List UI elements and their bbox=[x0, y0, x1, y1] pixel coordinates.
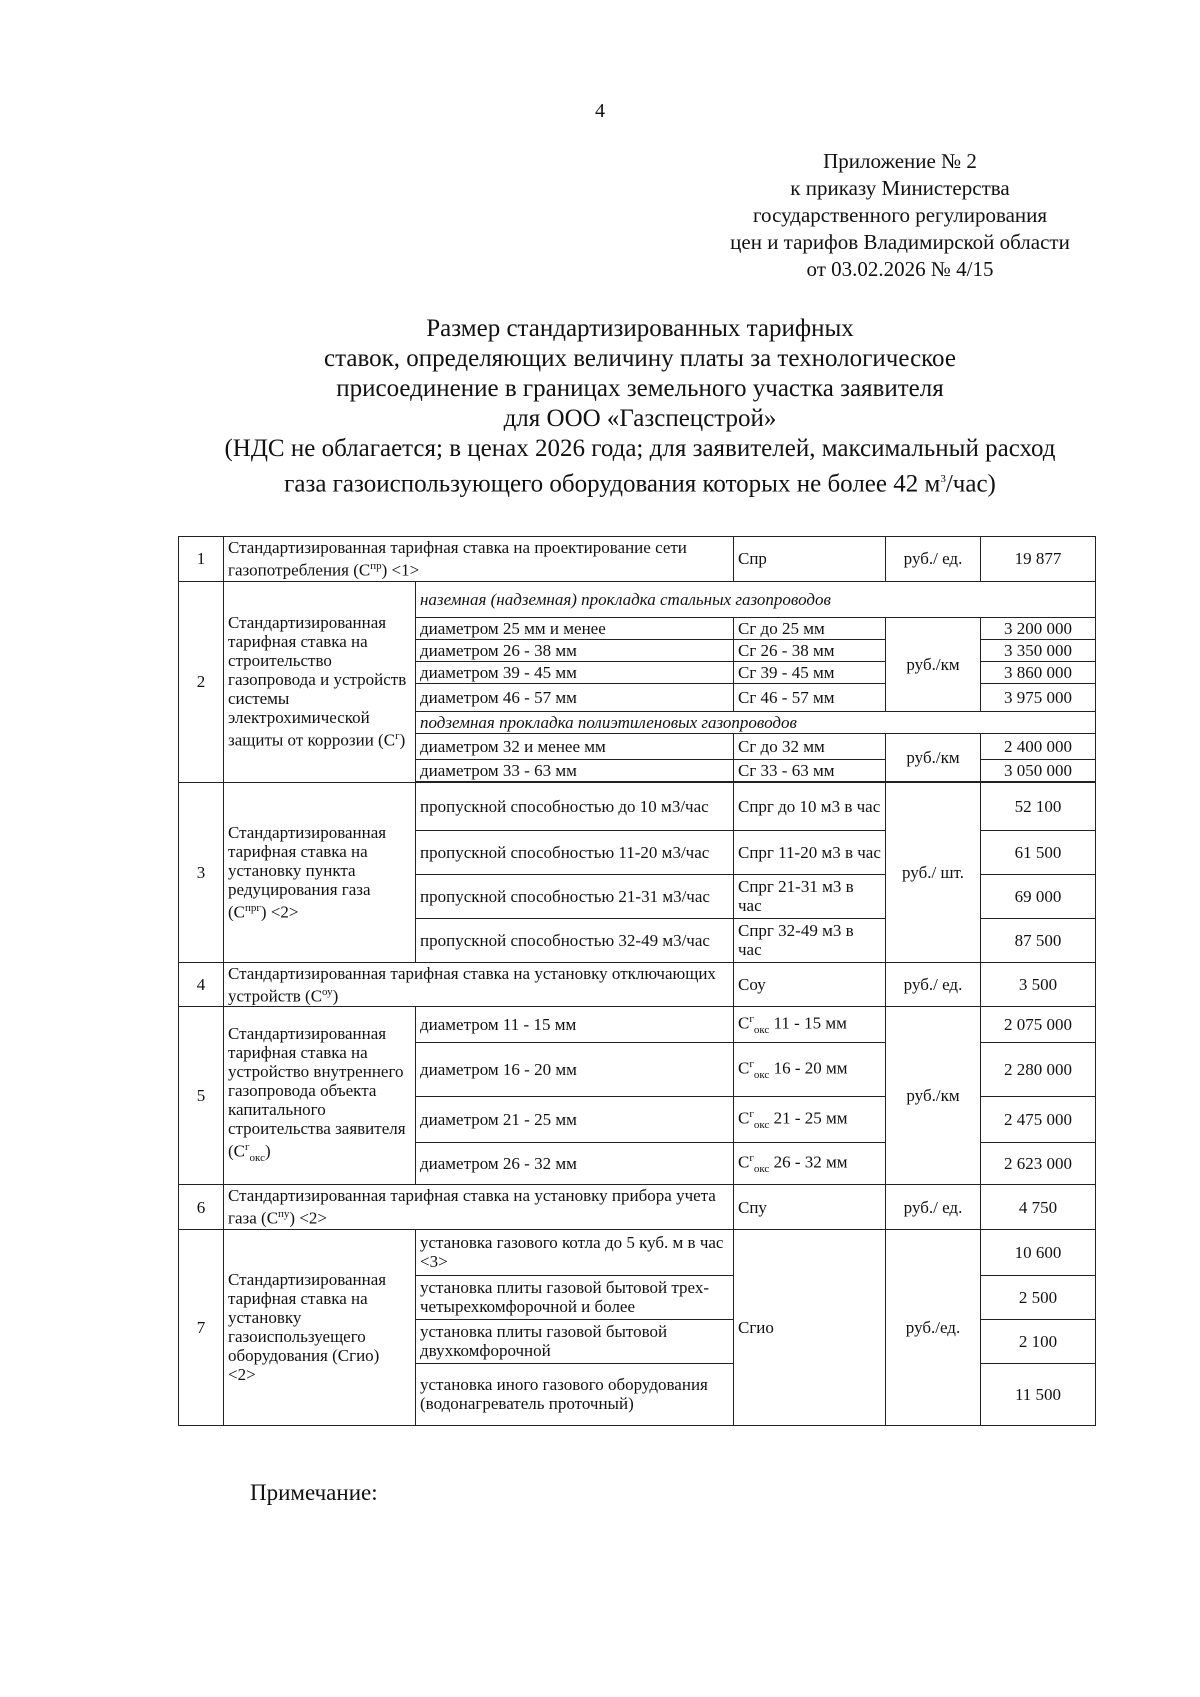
appendix-line: к приказу Министерства bbox=[790, 176, 1010, 200]
row-number: 3 bbox=[179, 782, 224, 962]
item-code: Спрг 32-49 м3 в час bbox=[734, 918, 886, 962]
item-desc: установка иного газового оборудования (водонагреватель проточный) bbox=[416, 1363, 734, 1425]
title-line: (НДС не облагается; в ценах 2026 года; для заявителей, максимальный расход bbox=[224, 435, 1056, 462]
row-number: 2 bbox=[179, 581, 224, 782]
rate-unit: руб./ шт. bbox=[886, 782, 981, 962]
title-tail: /час) bbox=[945, 470, 996, 498]
item-price: 3 200 000 bbox=[981, 617, 1096, 639]
section-subheader: подземная прокладка полиэтиленовых газопроводов bbox=[416, 711, 1096, 733]
title-line: ставок, определяющих величину платы за технологическое bbox=[324, 345, 956, 372]
appendix-line: Приложение № 2 bbox=[823, 149, 977, 173]
rate-name: Стандартизированная тарифная ставка на строительство газопровода и устройств системы электрохимической защиты от коррозии $(С^г)$ bbox=[224, 581, 416, 782]
table-row bbox=[179, 1007, 1096, 1043]
tariff-table bbox=[178, 536, 1096, 1426]
item-code: Сг 46 - 57 мм bbox=[734, 683, 886, 711]
section-subheader: наземная (надземная) прокладка стальных газопроводов bbox=[416, 581, 1096, 617]
rate-price: 3 500 bbox=[981, 962, 1096, 1007]
item-code: Сг до 32 мм bbox=[734, 733, 886, 759]
rate-code: Спр bbox=[734, 537, 886, 582]
row-number: 5 bbox=[179, 1007, 224, 1185]
item-desc: диаметром 33 - 63 мм bbox=[416, 759, 734, 781]
item-code: Спрг 11-20 м3 в час bbox=[734, 830, 886, 874]
item-price: 2 280 000 bbox=[981, 1043, 1096, 1097]
title-sup: 3 bbox=[940, 473, 946, 485]
rate-name: Стандартизированная тарифная ставка на устройство внутреннего газопровода объекта капитального строительства заявителя $(С^г_{окс})$ bbox=[224, 1007, 416, 1185]
row-number: 4 bbox=[179, 962, 224, 1007]
rate-unit: руб./ ед. bbox=[886, 537, 981, 582]
item-code: Сг 39 - 45 мм bbox=[734, 661, 886, 683]
item-code: Сг 33 - 63 мм bbox=[734, 759, 886, 781]
rate-price: 4 750 bbox=[981, 1185, 1096, 1230]
rate-unit: руб./ ед. bbox=[886, 962, 981, 1007]
item-desc: диаметром 26 - 32 мм bbox=[416, 1143, 734, 1185]
appendix-header bbox=[700, 148, 1100, 283]
item-price: 2 475 000 bbox=[981, 1097, 1096, 1143]
item-code: Спрг до 10 м3 в час bbox=[734, 782, 886, 830]
item-desc: пропускной способностью до 10 м3/час bbox=[416, 782, 734, 830]
title-line-text: газа газоиспользующего оборудования которых не более 42 м bbox=[284, 470, 941, 498]
rate-unit: руб./км bbox=[886, 617, 981, 711]
table-row bbox=[179, 537, 1096, 582]
appendix-line: цен и тарифов Владимирской области bbox=[730, 230, 1070, 254]
document-title bbox=[140, 314, 1140, 499]
rate-name: Стандартизированная тарифная ставка на установку пункта редуцирования газа $(С^{прг}) <2>$ bbox=[224, 782, 416, 962]
item-desc: установка плиты газовой бытовой трех-четырехкомфорочной и более bbox=[416, 1275, 734, 1319]
item-desc: диаметром 21 - 25 мм bbox=[416, 1097, 734, 1143]
item-code: $С^г_{окс}$ 11 - 15 мм bbox=[734, 1007, 886, 1043]
appendix-line: государственного регулирования bbox=[752, 203, 1048, 227]
item-desc: диаметром 11 - 15 мм bbox=[416, 1007, 734, 1043]
row-number: 1 bbox=[179, 537, 224, 582]
rate-unit: руб./ ед. bbox=[886, 1185, 981, 1230]
item-code: Сг до 25 мм bbox=[734, 617, 886, 639]
item-price: 52 100 bbox=[981, 782, 1096, 830]
item-price: 69 000 bbox=[981, 874, 1096, 918]
item-desc: установка плиты газовой бытовой двухкомфорочной bbox=[416, 1319, 734, 1363]
item-code: Спрг 21-31 м3 в час bbox=[734, 874, 886, 918]
rate-unit: руб./км bbox=[886, 733, 981, 781]
rate-name: Стандартизированная тарифная ставка на установку газоиспользуещего оборудования (Сгио) <2> bbox=[224, 1229, 416, 1425]
item-desc: пропускной способностью 32-49 м3/час bbox=[416, 918, 734, 962]
title-line: Размер стандартизированных тарифных bbox=[426, 315, 854, 342]
item-price: 10 600 bbox=[981, 1229, 1096, 1275]
appendix-line: от 03.02.2026 № 4/15 bbox=[806, 257, 994, 281]
rate-unit: руб./км bbox=[886, 1007, 981, 1185]
title-line bbox=[140, 464, 1140, 499]
row-number: 6 bbox=[179, 1185, 224, 1230]
item-price: 61 500 bbox=[981, 830, 1096, 874]
row-number: 7 bbox=[179, 1229, 224, 1425]
item-code: $С^г_{окс}$ 16 - 20 мм bbox=[734, 1043, 886, 1097]
rate-code: Сгио bbox=[734, 1229, 886, 1425]
item-price: 11 500 bbox=[981, 1363, 1096, 1425]
table-row bbox=[179, 1229, 1096, 1275]
rate-name: Стандартизированная тарифная ставка на установку отключающих устройств $(С^{оу})$ bbox=[224, 962, 734, 1007]
item-desc: диаметром 32 и менее мм bbox=[416, 733, 734, 759]
title-line: присоединение в границах земельного участка заявителя bbox=[336, 375, 944, 402]
item-desc: диаметром 25 мм и менее bbox=[416, 617, 734, 639]
rate-code: Соу bbox=[734, 962, 886, 1007]
rate-name: Стандартизированная тарифная ставка на установку прибора учета газа $(С^{пу}) <2>$ bbox=[224, 1185, 734, 1230]
item-price: 2 100 bbox=[981, 1319, 1096, 1363]
item-desc: диаметром 39 - 45 мм bbox=[416, 661, 734, 683]
rate-name: Стандартизированная тарифная ставка на проектирование сети газопотребления $(С^{пр}) <1>$ bbox=[224, 537, 734, 582]
item-desc: диаметром 16 - 20 мм bbox=[416, 1043, 734, 1097]
rate-unit: руб./ед. bbox=[886, 1229, 981, 1425]
table-row bbox=[179, 782, 1096, 830]
item-price: 2 400 000 bbox=[981, 733, 1096, 759]
table-row bbox=[179, 581, 1096, 617]
item-price: 87 500 bbox=[981, 918, 1096, 962]
table-row bbox=[179, 1185, 1096, 1230]
title-line: для ООО «Газспецстрой» bbox=[503, 405, 777, 432]
rate-price: 19 877 bbox=[981, 537, 1096, 582]
item-price: 3 860 000 bbox=[981, 661, 1096, 683]
item-code: $С^г_{окс}$ 26 - 32 мм bbox=[734, 1143, 886, 1185]
item-code: $С^г_{окс}$ 21 - 25 мм bbox=[734, 1097, 886, 1143]
item-desc: установка газового котла до 5 куб. м в час <3> bbox=[416, 1229, 734, 1275]
item-desc: пропускной способностью 11-20 м3/час bbox=[416, 830, 734, 874]
item-desc: пропускной способностью 21-31 м3/час bbox=[416, 874, 734, 918]
item-desc: диаметром 26 - 38 мм bbox=[416, 639, 734, 661]
item-desc: диаметром 46 - 57 мм bbox=[416, 683, 734, 711]
note-label: Примечание: bbox=[250, 1480, 378, 1505]
page-number: 4 bbox=[595, 100, 605, 122]
item-price: 3 050 000 bbox=[981, 759, 1096, 781]
rate-code: Спу bbox=[734, 1185, 886, 1230]
table-row bbox=[179, 962, 1096, 1007]
item-price: 2 623 000 bbox=[981, 1143, 1096, 1185]
item-code: Сг 26 - 38 мм bbox=[734, 639, 886, 661]
item-price: 2 075 000 bbox=[981, 1007, 1096, 1043]
item-price: 3 350 000 bbox=[981, 639, 1096, 661]
item-price: 2 500 bbox=[981, 1275, 1096, 1319]
item-price: 3 975 000 bbox=[981, 683, 1096, 711]
